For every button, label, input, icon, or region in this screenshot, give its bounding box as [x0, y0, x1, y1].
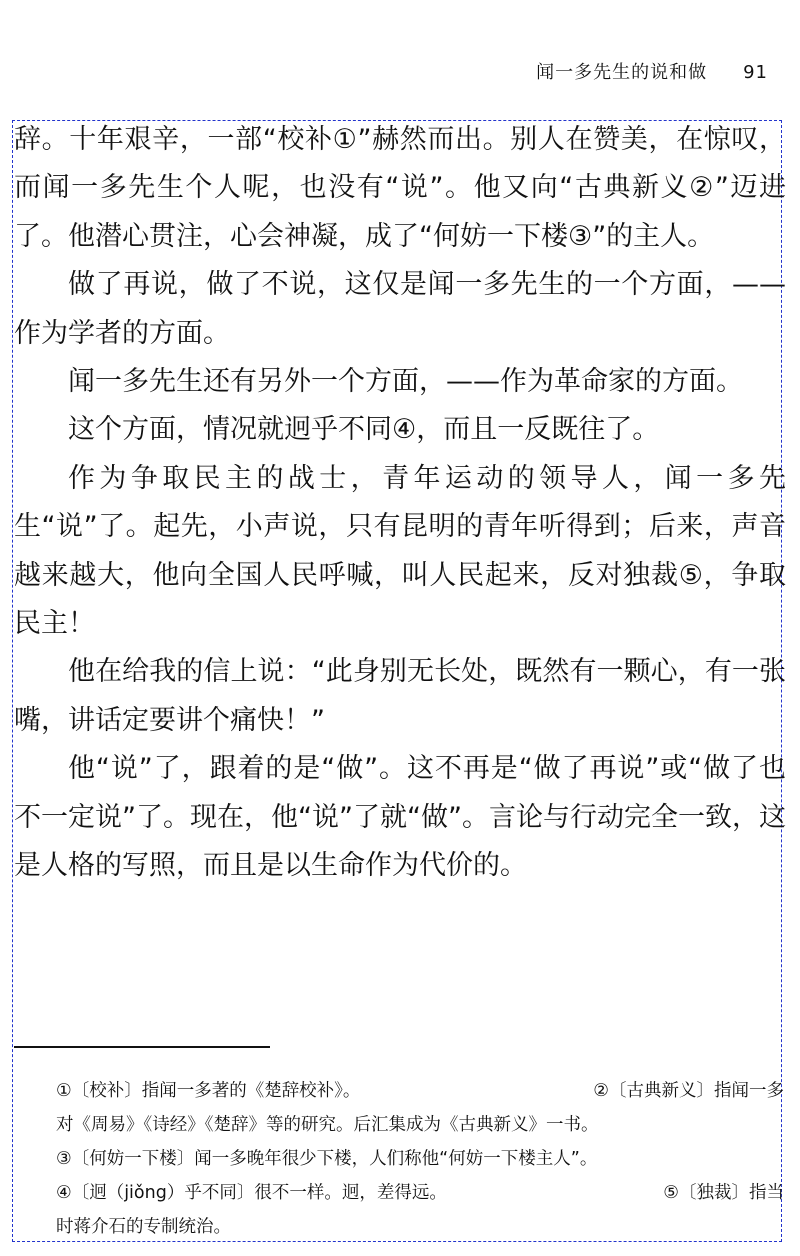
footnote-line — [56, 1142, 784, 1176]
running-header — [536, 58, 768, 84]
footnote-5-cont: 时蒋介石的专制统治。 — [56, 1217, 231, 1237]
footnote-1: ①〔校补〕指闻一多著的《楚辞校补》。 — [56, 1081, 361, 1101]
paragraph: 做了再说，做了不说，这仅是闻一多先生的一个方面，——作为学者的方面。 — [14, 269, 786, 349]
paragraph: 辞。十年艰辛，一部“校补①”赫然而出。别人在赞美，在惊叹，而闻一多先生个人呢，也没有“说”。他又向“古典新义②”迈进了。他潜心贯注，心会神凝，成了“何妨一下楼③”的主人。 — [14, 124, 786, 252]
footnote-3: ③〔何妨一下楼〕闻一多晚年很少下楼，人们称他“何妨一下楼主人”。 — [56, 1149, 598, 1169]
paragraph: 他在给我的信上说：“此身别无长处，既然有一颗心，有一张嘴，讲话定要讲个痛快！” — [14, 656, 786, 736]
footnote-5: ⑤〔独裁〕指当 — [663, 1183, 784, 1203]
footnote-line — [56, 1074, 784, 1108]
footnote-2-cont: 对《周易》《诗经》《楚辞》等的研究。后汇集成为《古典新义》一书。 — [56, 1115, 599, 1135]
footnote-line — [56, 1210, 784, 1244]
footnote-line — [56, 1108, 784, 1142]
footnote-line — [56, 1176, 784, 1210]
footnote-divider — [14, 1046, 270, 1048]
paragraph: 闻一多先生还有另外一个方面，——作为革命家的方面。 — [68, 366, 743, 398]
footnote-4: ④〔迥（jiǒng）乎不同〕很不一样。迥，差得远。 — [56, 1183, 447, 1203]
page-number: 91 — [743, 62, 768, 83]
paragraph: 他“说”了，跟着的是“做”。这不再是“做了再说”或“做了也不一定说”了。现在，他“说”了就“做”。言论与行动完全一致，这是人格的写照，而且是以生命作为代价的。 — [14, 753, 786, 882]
footnote-2: ②〔古典新义〕指闻一多 — [593, 1081, 784, 1101]
running-title: 闻一多先生的说和做 — [536, 62, 708, 83]
body-text — [14, 116, 786, 891]
paragraph: 作为争取民主的战士，青年运动的领导人，闻一多先生“说”了。起先，小声说，只有昆明的青年听得到；后来，声音越来越大，他向全国人民呼喊，叫人民起来，反对独裁⑤，争取民主！ — [14, 462, 786, 640]
paragraph: 这个方面，情况就迥乎不同④，而且一反既往了。 — [68, 414, 660, 446]
footnotes — [56, 1074, 784, 1244]
